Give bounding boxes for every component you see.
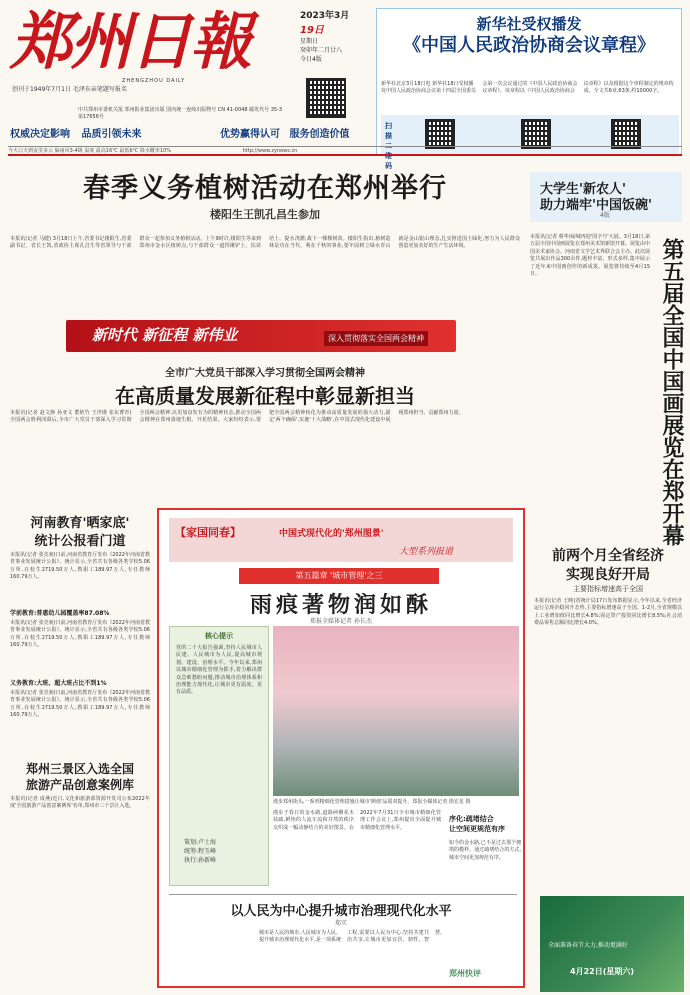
qr-code-icon[interactable] — [521, 119, 551, 149]
commentary-body: 城市是人民的城市,人民城市为人民。提升城市治理现代化水平,是一项系统工程,需要以人民为中心,坚持共建共治共享,让城市更加宜居、韧性、智慧。 — [259, 930, 446, 944]
economy-title2: 实现良好开局 — [566, 567, 650, 583]
core-tip-text: 党的二十大报告强调,坚持人民城市人民建、人民城市为人民,提高城市规划、建设、治理水平。今年以来,郑州以城市精细化管理为抓手,着力解决群众急难愁盼问题,推动城市治理体系和治理能力现代化,让城市更有温度、更有品质。 — [176, 645, 262, 696]
feature-box — [530, 172, 682, 222]
ad-text: 全面准备春节大力,推动更满好 — [548, 942, 628, 949]
scan-label: 扫描二维码 — [385, 122, 392, 170]
tourism-title: 郑州三景区入选全国 — [25, 762, 134, 776]
exhibit-body: 本报讯(记者 蔡华)绿城再迎'国字号'大展。3月18日,第五届全国中国画展览在郑州美术馆新馆开幕。展览由中国美术家协会、河南省文学艺术界联合会主办。此次展览共展出作品300余件,题材丰富、形式多样,集中展示了近年来中国画创作的新成果。展览将持续至4月15日。 — [530, 234, 651, 278]
tourism-body: 本报讯(记者 成燕)近日,文化和旅游部资源开发司公布2022年度'全国旅游产品创意案例库'名单,郑州市三个景区入选。 — [10, 796, 150, 810]
feature-byline: 郑报全媒体记者 孙长杰 — [310, 618, 372, 625]
tagline-2: 品质引领未来 — [81, 129, 142, 140]
info-line1: 中共郑州市委机关报 郑州报业集团出版 — [78, 107, 165, 113]
editor-2: 统筹:程玉峰 — [184, 848, 217, 855]
website-url[interactable]: http://www.zynews.cn — [242, 148, 298, 154]
qr-code-icon[interactable] — [306, 78, 346, 118]
weather-bar — [8, 146, 682, 156]
edu-stat2: 义务教育:大班、超大班占比不到1% — [10, 680, 107, 687]
xinhua-box — [376, 8, 682, 170]
edu-title2: 统计公报看门道 — [34, 534, 126, 549]
date-lunar: 癸卯年二月廿八 — [300, 47, 343, 54]
theme-banner — [66, 320, 456, 352]
main-subhead: 楼阳生王凯孔昌生参加 — [210, 208, 320, 221]
exhibit-vertical-title: 第五届全国中国画展览在郑开幕 — [659, 238, 685, 546]
episode-label: 第五篇章 '城市管理'之三 — [239, 568, 439, 584]
series-sub: 大型系列报道 — [399, 547, 454, 557]
weather-text: 今天白天到夜里多云 偏南风3-4级 温度 最高16℃ 最低6℃ 降水概率10% — [8, 148, 172, 154]
feature-title: 大学生'新农人' — [540, 182, 626, 197]
qr-code-icon[interactable] — [425, 119, 455, 149]
core-tip-box — [169, 626, 269, 886]
xinhua-title: 新华社受权播发 — [476, 15, 582, 33]
tagline-right — [220, 125, 349, 140]
side-title2: 让空间更规范有序 — [449, 825, 505, 833]
date-year: 2023年3月 — [300, 11, 350, 21]
founded-text: 创刊于1949年7月1日 — [12, 86, 71, 93]
info-edition: 邮发代号 35-3 — [249, 107, 283, 113]
edu-body: 本报讯(记者 张竞昶)日前,河南省教育厅发布《2022年河南省教育事业发展统计公报》。统计显示,全省共有各级各类学校5.06万所,在校生2719.50万人,教职工189.97万人,专任教师160.79万人。 — [10, 552, 150, 581]
photo-caption: 漫步郑州街头,一系列精细化管理措施让城市'颜值'品质双提升。郑报全媒体记者 徐宏星 摄 — [273, 799, 471, 805]
masthead — [10, 6, 290, 88]
series-banner — [169, 518, 513, 562]
feature-body: 漫步于春日的金水路,道路两侧花木扶疏,鲜艳的人流车流和井然的秩序交织成一幅动静结合的美好图景。在2022年7月31日全市城市精细化管理工作会议上,郑州提出全面提升城市精细化管理水平。 — [273, 810, 441, 831]
banner-slogan: 深入贯彻落实全国两会精神 — [324, 331, 428, 346]
founded-note — [12, 84, 127, 93]
xinhua-text: 新华社北京3月18日电 新华社18日受权播发中国人民政治协商会议第十四届全国委员会第一次会议通过的《中国人民政治协商会议章程》。该章程以《中国人民政治协商会议章程》以及根据这个章程制定的规章构成。全文共6章,63条,约10000字。 — [381, 81, 674, 94]
main-headline: 春季义务植树活动在郑州举行 — [83, 173, 447, 204]
tagline-4: 服务创造价值 — [289, 129, 350, 140]
newspaper-logo: 郑州日報 — [10, 5, 251, 78]
core-tip-label: 核心提示 — [205, 632, 233, 640]
banner-title: 新时代 新征程 新伟业 — [92, 326, 238, 344]
article2-body: 本报讯(记者 赵文静 孙亚文 董艳竹 王世瑾 张东曹青)全国两会胜利闭幕后,全市广大党员干部深入学习贯彻全国两会精神,以更加奋发有为的精神状态,推动全国两会精神在郑州落地生根、开花结果。大家纷纷表示,要把全国两会精神转化为推动高质量发展的强大动力,锚定'两个确保',实施'十大战略',在中国式现代化建设中展现郑州担当、贡献郑州力量。 — [10, 410, 464, 424]
edu-title: 河南教育'晒家底' — [30, 516, 130, 531]
editor-1: 策划:卢士海 — [184, 839, 217, 846]
commentary-byline: 郑实 — [334, 920, 347, 927]
founded-note-text: 毛泽东亲笔题写报名 — [72, 86, 127, 93]
edu-body3: 本报讯(记者 张竞昶)日前,河南省教育厅发布《2022年河南省教育事业发展统计公报》。统计显示,全省共有各级各类学校5.06万所,在校生2719.50万人,教职工189.97万人,专任教师160.79万人。 — [10, 690, 150, 719]
article2-title: 在高质量发展新征程中彰显新担当 — [115, 384, 415, 408]
side-body: 如今的金水路,已不是过去那个拥堵的模样。通过疏堵结合的方式,城市空间更加规范有序。 — [449, 840, 521, 861]
date-day: 19日 — [300, 25, 324, 36]
advertisement[interactable] — [540, 896, 684, 992]
date-weekday: 星期日 — [300, 38, 319, 45]
commentary-title: 以人民为中心提升城市治理现代化水平 — [230, 904, 452, 919]
info-cn: CN 41-0048 — [217, 107, 248, 113]
ad-date: 4月22日(星期六) — [570, 967, 635, 976]
article2-kicker: 全市广大党员干部深入学习贯彻全国两会精神 — [165, 368, 365, 379]
tagline-1: 权威决定影响 — [10, 129, 70, 140]
economy-body: 本报讯(记者 王映)省统计局17日发布数据显示,今年以来,全省经济运行呈现企稳回升态势,主要指标增速高于全国。1-2月,全省规模以上工业增加值同比增长4.8%;固定资产投资同比增长8.5%;社会消费品零售总额同比增长4.0%。 — [534, 598, 682, 627]
commentary-stamp: 郑州快评 — [449, 969, 481, 978]
date-pages: 今日4版 — [300, 56, 322, 63]
tourism-title2: 旅游产品创意案例库 — [25, 778, 134, 792]
feature-title2: 助力端牢'中国饭碗' — [540, 198, 652, 213]
tagline-3: 优势赢得认可 — [220, 129, 280, 140]
divider — [169, 894, 517, 895]
side-heading — [449, 814, 521, 834]
editor-3: 执行:孙新峰 — [184, 857, 217, 864]
series-tag: 【家国同春】 — [175, 526, 241, 539]
main-article-body: 本报讯(记者 马健) 3月18日上午,省委书记楼阳生,省委副书记、省长王凯,省政协主席孔昌生等省领导与干部群众一起参加义务植树活动。上午9时许,楼阳生等来到郑州市金水区植树点,与干部群众一道挥锹铲土、扶苗培土、提水浇灌,栽下一棵棵树苗。楼阳生指出,植树造林是功在当代、利在千秋的事业,要牢固树立绿水青山就是金山银山理念,扎实推进国土绿化,努力为人民群众创造更加美好的生产生活环境。 — [10, 236, 520, 250]
street-photo — [273, 626, 519, 796]
edu-stat1: 学前教育:普惠幼儿园覆盖率87.08% — [10, 610, 110, 617]
info-no: 第17656号 — [78, 114, 104, 120]
qr-code-icon[interactable] — [611, 119, 641, 149]
xinhua-subtitle: 《中国人民政治协商会议章程》 — [403, 35, 655, 56]
editors — [184, 837, 216, 864]
issue-info — [78, 106, 288, 120]
side-title: 序化:疏堵结合 — [449, 815, 494, 823]
masthead-english: ZHENGZHOU DAILY — [122, 78, 186, 84]
tagline — [10, 125, 141, 140]
series-title: 中国式现代化的'郑州图景' — [279, 529, 384, 539]
feature-page: 4版 — [600, 212, 610, 219]
edu-body2: 本报讯(记者 张竞昶)日前,河南省教育厅发布《2022年河南省教育事业发展统计公报》。统计显示,全省共有各级各类学校5.06万所,在校生2719.50万人,教职工189.97万人,专任教师160.79万人。 — [10, 620, 150, 649]
economy-sub: 主要指标增速高于全国 — [573, 585, 643, 593]
feature-title: 雨痕著物润如酥 — [249, 592, 432, 618]
economy-title: 前两个月全省经济 — [552, 548, 664, 564]
info-issn: 国内统一连续出版物号 — [166, 107, 217, 113]
feature-panel — [157, 508, 525, 988]
